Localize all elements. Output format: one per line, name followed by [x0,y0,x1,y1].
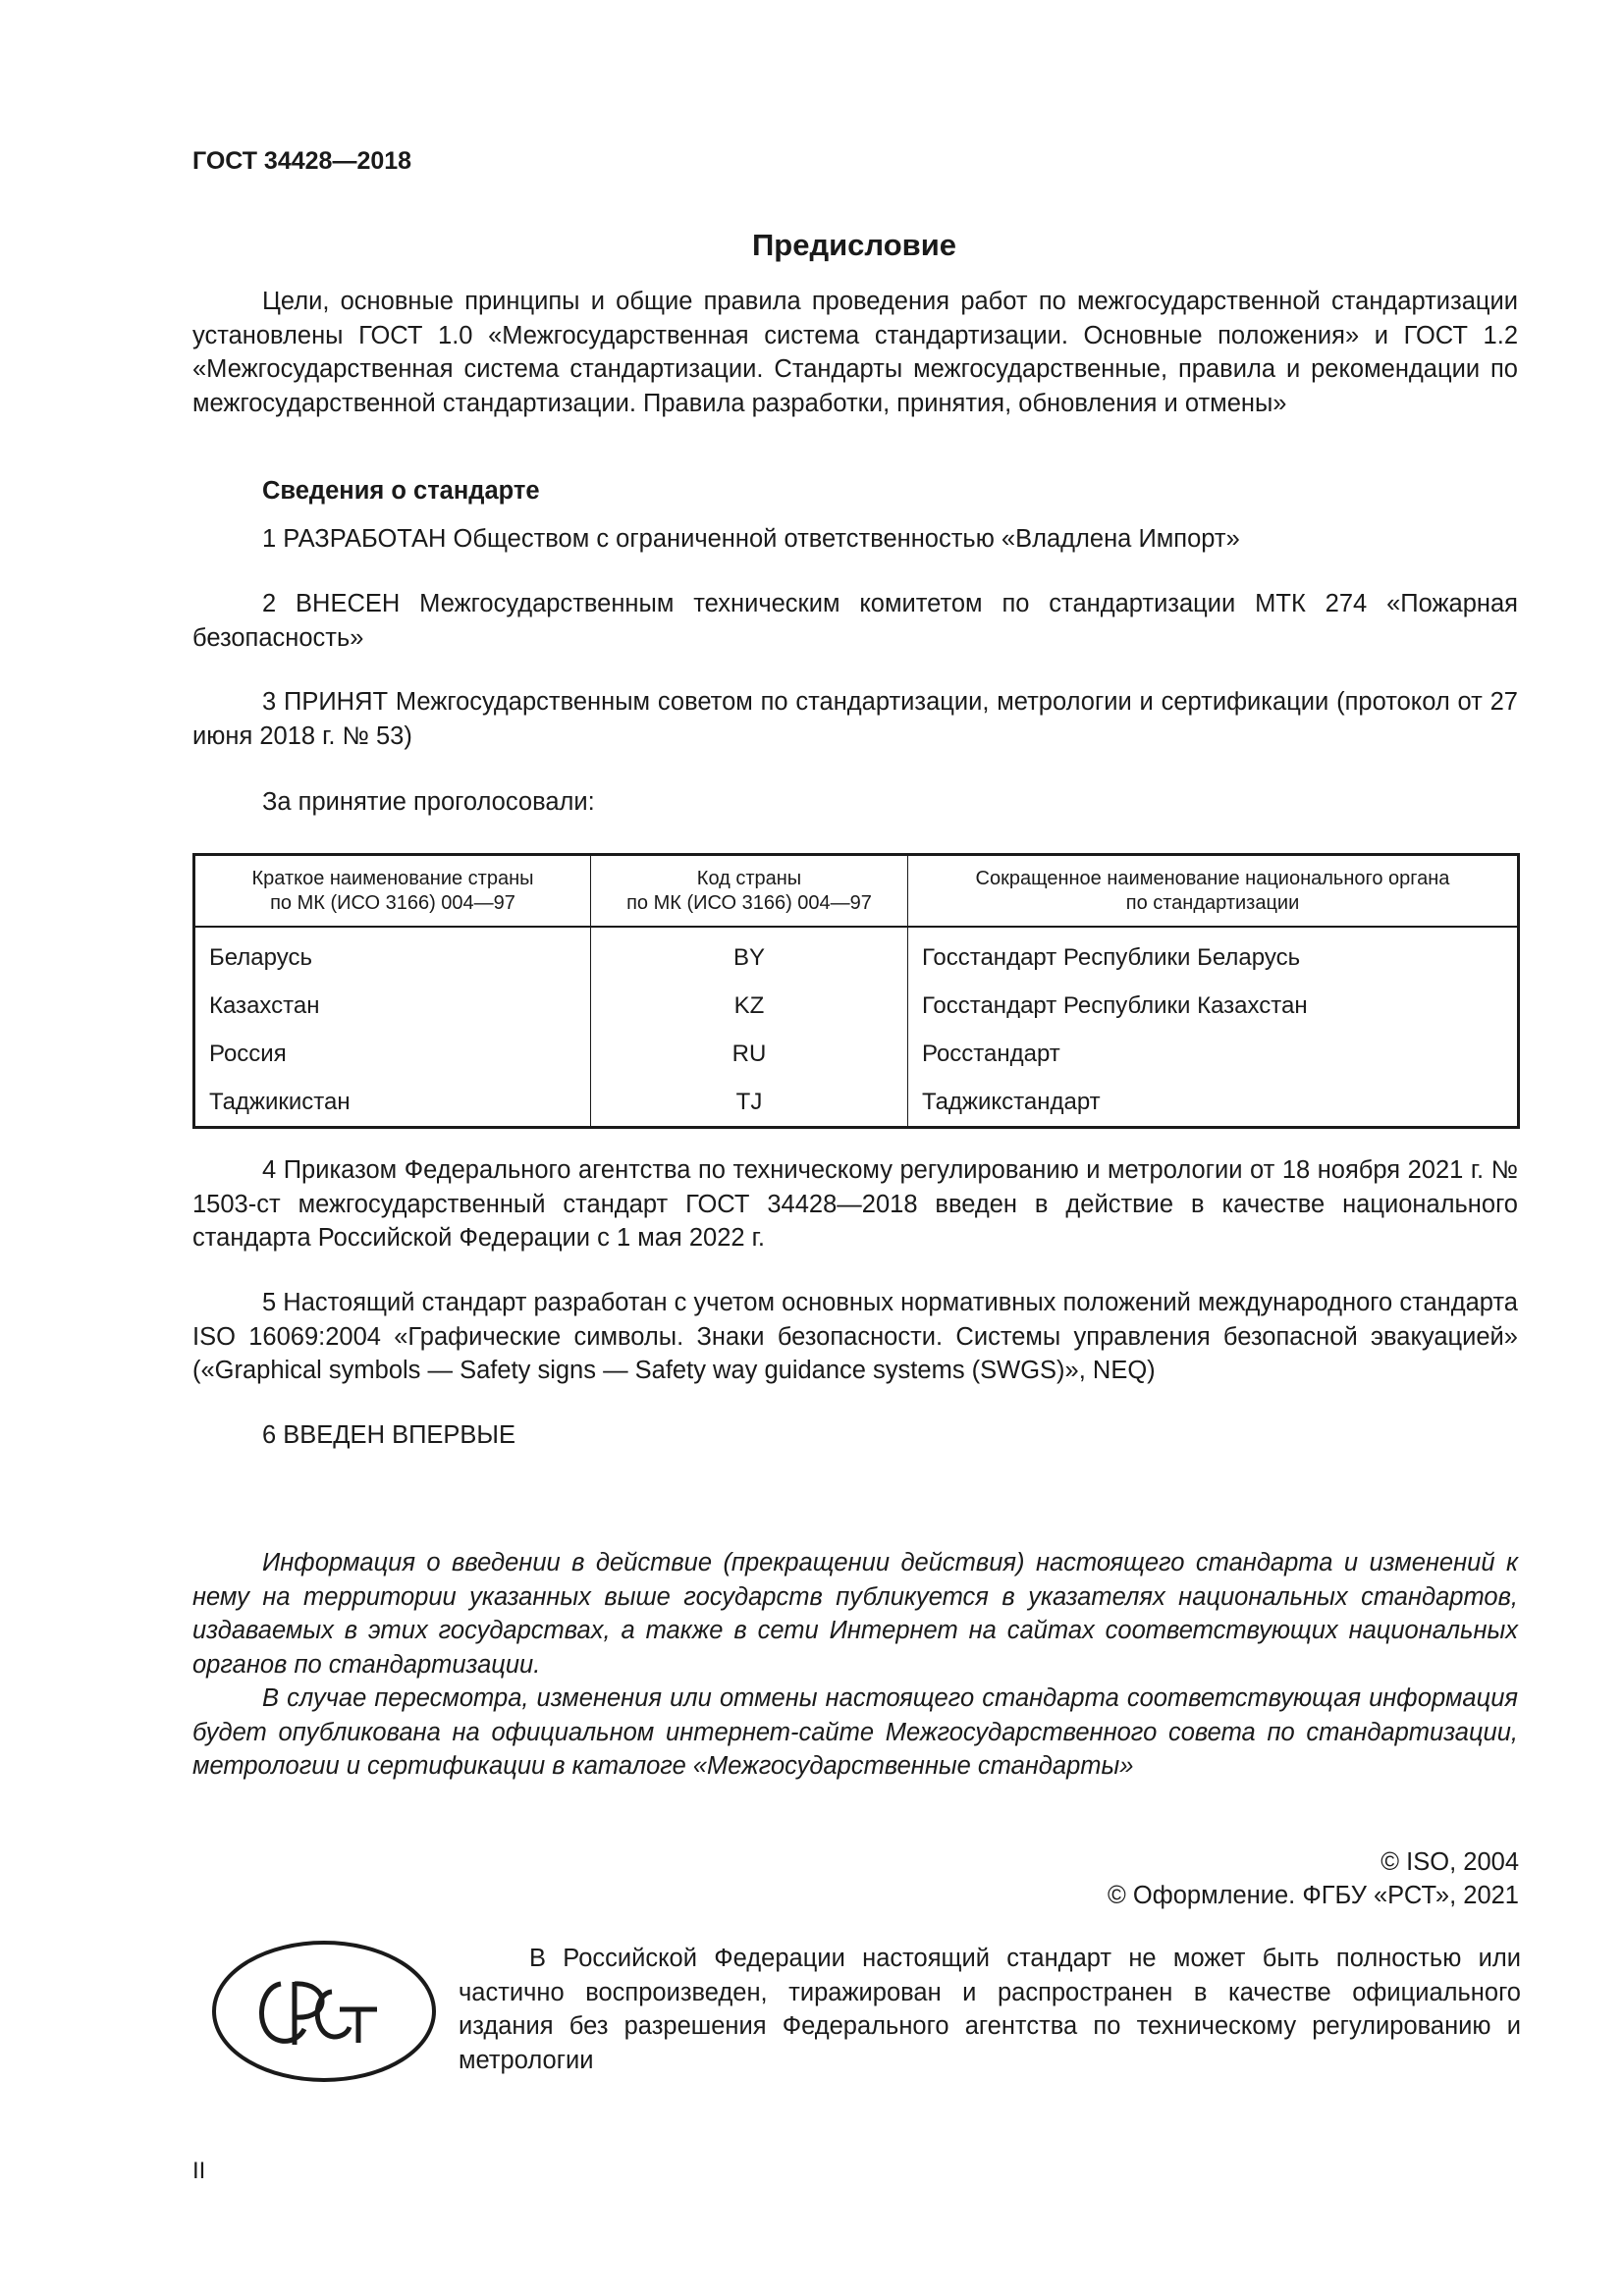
table-row [194,927,1519,982]
cell-body: Таджикстандарт [922,1088,1101,1115]
italic-note-2: В случае пересмотра, изменения или отмены настоящего стандарта соответствующая информация будет опубликована на официальном интернет-сайте Межгосударственного совета по стандартизации, метрологии и сертификации в каталоге «Межгосударственные стандарты» [192,1684,1518,1780]
cell-country: Таджикистан [194,1078,591,1128]
header-country-line2: по МК (ИСО 3166) 004—97 [270,892,515,914]
reproduction-notice: В Российской Федерации настоящий стандарт не может быть полностью или частично воспроизведен, тиражирован и распространен в качестве официального издания без разрешения Федерального агентства по техническому регулированию и метрологии [459,1945,1521,2074]
standard-code: ГОСТ 34428—2018 [192,147,412,175]
cell-country: Россия [194,1030,591,1078]
cell-body: Росстандарт [922,1040,1060,1067]
header-body-line1: Сокращенное наименование национального органа [975,868,1450,889]
item-5-basis: 5 Настоящий стандарт разработан с учетом основных нормативных положений международного стандарта ISO 16069:2004 «Графические символы. Знаки безопасности. Системы управления безопасной эвакуацией» («Graphical symbols — Safety signs — Safety way guidance systems (SWGS)», NEQ) [192,1289,1518,1384]
page-title: Предисловие [751,228,956,262]
header-body [908,855,1519,928]
header-country [194,855,591,928]
copyright-rst: © Оформление. ФГБУ «РСТ», 2021 [1108,1882,1519,1909]
table-row [194,1078,1519,1128]
cell-country: Беларусь [194,927,591,982]
voting-table [192,853,1520,1129]
header-code-line1: Код страны [696,868,802,889]
header-code-line2: по МК (ИСО 3166) 004—97 [626,892,872,914]
page-number: II [192,2158,206,2184]
rst-logo-icon [210,1939,439,2084]
voted-caption: За принятие проголосовали: [262,788,595,816]
table-header-row [194,855,1519,928]
item-1-developed: 1 РАЗРАБОТАН Обществом с ограниченной ответственностью «Владлена Импорт» [262,525,1240,553]
item-3-adopted: 3 ПРИНЯТ Межгосударственным советом по стандартизации, метрологии и сертификации (протокол от 27 июня 2018 г. № 53) [192,688,1518,750]
table-row [194,982,1519,1030]
item-6-first-introduced: 6 ВВЕДЕН ВПЕРВЫЕ [262,1421,516,1449]
info-heading: Сведения о стандарте [262,477,540,505]
table-row [194,1030,1519,1078]
cell-code: BY [591,927,908,982]
header-body-line2: по стандартизации [1125,892,1300,914]
header-code [591,855,908,928]
header-country-line1: Краткое наименование страны [251,868,534,889]
cell-body: Госстандарт Республики Казахстан [922,991,1308,1019]
intro-paragraph: Цели, основные принципы и общие правила проведения работ по межгосударственной стандартизации установлены ГОСТ 1.0 «Межгосударственная система стандартизации. Основные положения» и ГОСТ 1.2 «Межгосударственная система стандартизации. Стандарты межгосударственные, правила и рекомендации по межгосударственной стандартизации. Правила разработки, принятия, обновления и отмены» [192,288,1518,417]
item-4-order: 4 Приказом Федерального агентства по техническому регулированию и метрологии от 18 ноября 2021 г. № 1503-ст межгосударственный стандарт ГОСТ 34428—2018 введен в действие в качестве национального стандарта Российской Федерации с 1 мая 2022 г. [192,1156,1518,1252]
copyright-iso: © ISO, 2004 [1380,1848,1519,1876]
cell-code: TJ [591,1078,908,1128]
italic-note-1: Информация о введении в действие (прекращении действия) настоящего стандарта и изменений к нему на территории указанных выше государств публикуется в указателях национальных стандартов, издаваемых в этих государствах, а также в сети Интернет на сайтах соответствующих национальных органов по стандартизации. [192,1549,1518,1679]
cell-code: RU [591,1030,908,1078]
cell-code: KZ [591,982,908,1030]
cell-body: Госстандарт Республики Беларусь [922,943,1301,971]
cell-country: Казахстан [194,982,591,1030]
item-2-introduced: 2 ВНЕСЕН Межгосударственным техническим комитетом по стандартизации МТК 274 «Пожарная безопасность» [192,590,1518,652]
